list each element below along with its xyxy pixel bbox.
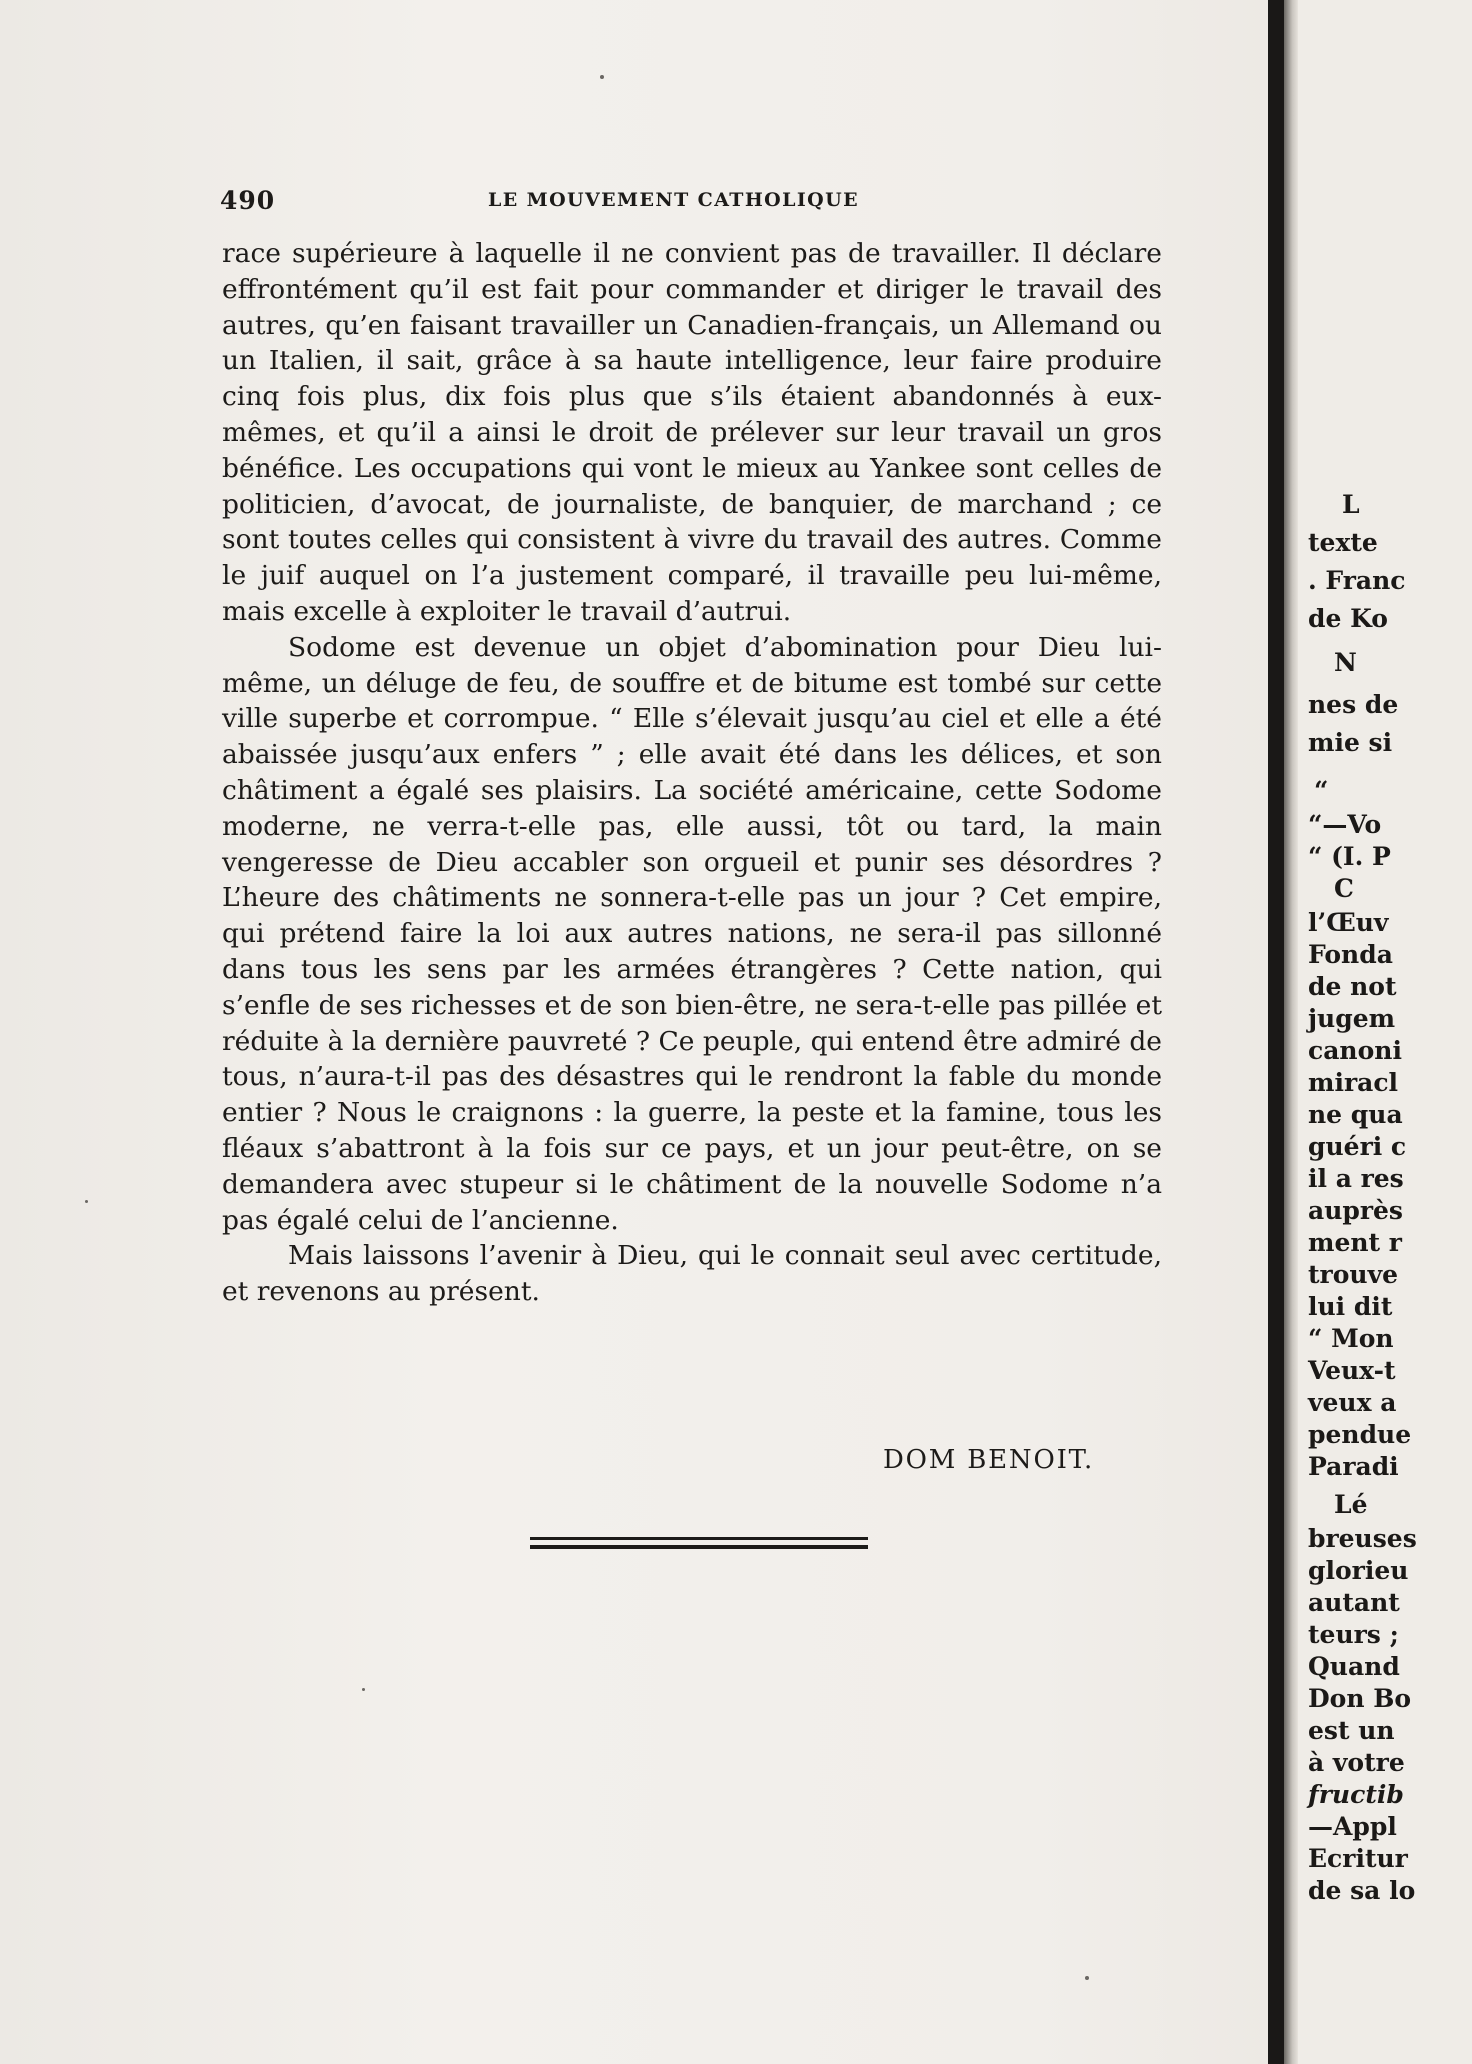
scan-speck xyxy=(600,75,604,79)
facing-page-line-fragment: “ (I. P xyxy=(1308,842,1391,871)
facing-page-line-fragment: mie si xyxy=(1308,728,1393,757)
facing-page-fragment xyxy=(1298,0,1472,2064)
facing-page-line-fragment: teurs ; xyxy=(1308,1620,1399,1649)
facing-page-line-fragment: “ Mon xyxy=(1308,1324,1394,1353)
author-signature: DOM BENOIT. xyxy=(883,1445,1095,1475)
facing-page-line-fragment: il a res xyxy=(1308,1164,1404,1193)
facing-page-line-fragment: glorieu xyxy=(1308,1556,1409,1585)
facing-page-line-fragment: “—Vo xyxy=(1308,810,1382,839)
facing-page-line-fragment: Fonda xyxy=(1308,940,1393,969)
facing-page-line-fragment: —Appl xyxy=(1308,1812,1397,1841)
book-gutter xyxy=(1268,0,1284,2064)
gutter-shadow xyxy=(1284,0,1298,2064)
facing-page-line-fragment: breuses xyxy=(1308,1524,1417,1553)
facing-page-line-fragment: de Ko xyxy=(1308,604,1388,633)
facing-page-line-fragment: Lé xyxy=(1334,1490,1368,1519)
facing-page-line-fragment: autant xyxy=(1308,1588,1400,1617)
facing-page-line-fragment: pendue xyxy=(1308,1420,1412,1449)
facing-page-line-fragment: de sa lo xyxy=(1308,1876,1416,1905)
running-head: LE MOUVEMENT CATHOLIQUE xyxy=(488,189,859,211)
paragraph-3: Mais laissons l’avenir à Dieu, qui le connait seul avec certitude, et revenons au présent. xyxy=(222,1240,1162,1308)
facing-page-line-fragment: fructib xyxy=(1308,1780,1404,1809)
facing-page-line-fragment: “ xyxy=(1314,776,1329,805)
facing-page-line-fragment: canoni xyxy=(1308,1036,1402,1065)
paragraph-2: Sodome est devenue un objet d’abomination pour Dieu lui-même, un déluge de feu, de souffre et de bitume est tombé sur cette ville superbe et corrompue. “ Elle s’élevait jusqu’au ciel et elle a été abaissée jusqu’aux enfers ” ; elle avait été dans les délices, et son châtiment a égalé ses plaisirs. La société américaine, cette Sodome moderne, ne verra-t-elle pas, elle aussi, tôt ou tard, la main vengeresse de Dieu accabler son orgueil et punir ses désordres ? L’heure des châtiments ne sonnera-t-elle pas un jour ? Cet empire, qui prétend faire la loi aux autres nations, ne sera-il pas sillonné dans tous les sens par les armées étrangères ? Cette nation, qui s’enfle de ses richesses et de son bien-être, ne sera-t-elle pas pillée et réduite à la dernière pauvreté ? Ce peuple, qui entend être admiré de tous, n’aura-t-il pas des désastres qui le rendront la fable du monde entier ? Nous le craignons : la guerre, la peste et la famine, tous les fléaux s’abattront à la fois sur ce pays, et un jour peut-être, on se demandera avec stupeur si le châtiment de la nouvelle Sodome n’a pas égalé celui de l’ancienne. xyxy=(222,631,1162,1236)
facing-page-line-fragment: Quand xyxy=(1308,1652,1400,1681)
facing-page-line-fragment: Don Bo xyxy=(1308,1684,1412,1713)
facing-page-line-fragment: nes de xyxy=(1308,690,1399,719)
facing-page-line-fragment: guéri c xyxy=(1308,1132,1407,1161)
facing-page-line-fragment: miracl xyxy=(1308,1068,1399,1097)
facing-page-line-fragment: N xyxy=(1334,648,1357,677)
page-header xyxy=(220,186,890,226)
facing-page-line-fragment: Veux-t xyxy=(1308,1356,1396,1385)
scan-speck xyxy=(1085,1976,1089,1980)
closing-rule-thin xyxy=(530,1537,868,1540)
scan-speck xyxy=(362,1688,365,1691)
facing-page-line-fragment: Ecritur xyxy=(1308,1844,1408,1873)
facing-page-line-fragment: auprès xyxy=(1308,1196,1404,1225)
facing-page-line-fragment: texte xyxy=(1308,528,1378,557)
facing-page-line-fragment: . Franc xyxy=(1308,566,1406,595)
paragraph-1: race supérieure à laquelle il ne convient pas de travailler. Il déclare effrontément qu’il est fait pour commander et diriger le travail des autres, qu’en faisant travailler un Canadien-français, un Allemand ou un Italien, il sait, grâce à sa haute intelligence, leur faire produire cinq fois plus, dix fois plus que s’ils étaient abandonnés à eux-mêmes, et qu’il a ainsi le droit de prélever sur leur travail un gros bénéfice. Les occupations qui vont le mieux au Yankee sont celles de politicien, d’avocat, de journaliste, de banquier, de marchand ; ce sont toutes celles qui consistent à vivre du travail des autres. Comme le juif auquel on l’a justement comparé, il travaille peu lui-même, mais excelle à exploiter le travail d’autrui. xyxy=(222,238,1162,627)
facing-page-line-fragment: lui dit xyxy=(1308,1292,1393,1321)
scan-speck xyxy=(85,1200,88,1203)
facing-page-line-fragment: C xyxy=(1334,874,1354,903)
page-number: 490 xyxy=(220,186,276,215)
facing-page-line-fragment: de not xyxy=(1308,972,1397,1001)
left-page-body xyxy=(222,236,1162,1310)
facing-page-line-fragment: à votre xyxy=(1308,1748,1405,1777)
facing-page-line-fragment: l’Œuv xyxy=(1308,908,1389,937)
facing-page-line-fragment: est un xyxy=(1308,1716,1395,1745)
facing-page-line-fragment: L xyxy=(1342,490,1360,519)
facing-page-line-fragment: ment r xyxy=(1308,1228,1402,1257)
facing-page-line-fragment: Paradi xyxy=(1308,1452,1399,1481)
closing-rule-thick xyxy=(530,1545,868,1549)
facing-page-line-fragment: jugem xyxy=(1308,1004,1396,1033)
facing-page-line-fragment: ne qua xyxy=(1308,1100,1403,1129)
facing-page-line-fragment: trouve xyxy=(1308,1260,1399,1289)
facing-page-line-fragment: veux a xyxy=(1308,1388,1397,1417)
